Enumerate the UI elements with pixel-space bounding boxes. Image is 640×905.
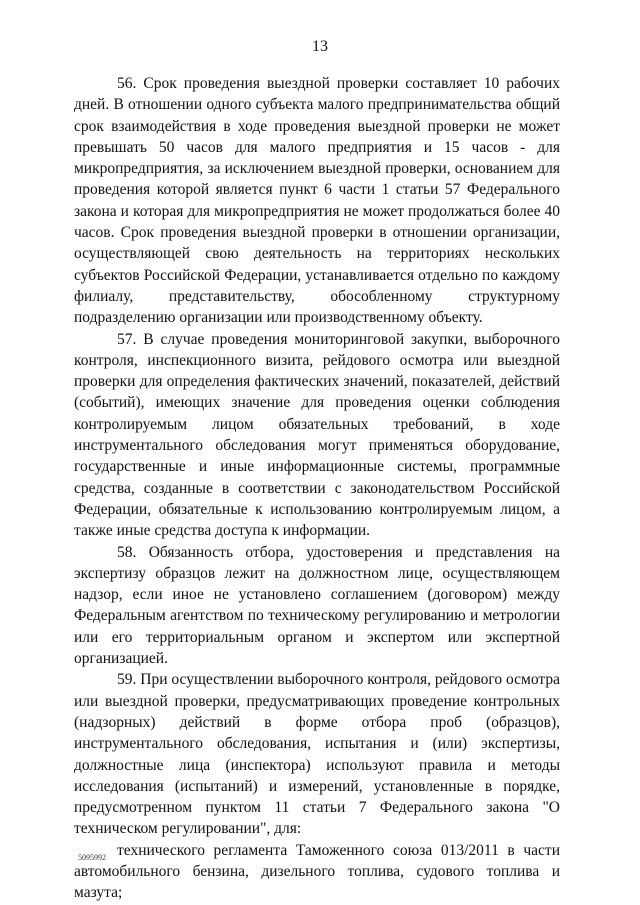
paragraph-59-item: технического регламента Таможенного союза 013/2011 в части автомобильного бензина, дизельного топлива, судового топлива и мазута; [74,841,560,902]
paragraph-58: 58. Обязанность отбора, удостоверения и представления на экспертизу образцов лежит на должностном лице, осуществляющем надзор, если иное не установлено соглашением (договором) между Федеральным агентством по техническому регулированию и метрологии или его территориальным органом и экспертом или экспертной организацией. [74,543,560,668]
document-code: 5095992 [78,853,106,862]
paragraph-59: 59. При осуществлении выборочного контроля, рейдового осмотра или выездной проверки, предусматривающих проведение контрольных (надзорных) действий в форме отбора проб (образцов), инструментального обследования, испытания и (или) экспертизы, должностные лица (инспектора) используют правила и методы исследования (испытаний) и измерений, установленные в порядке, предусмотренном пунктом 11 статьи 7 Федерального закона "О техническом регулировании", для: [74,671,560,838]
document-body [74,73,560,904]
paragraph-56: 56. Срок проведения выездной проверки составляет 10 рабочих дней. В отношении одного субъекта малого предпринимательства общий срок взаимодействия в ходе проведения выездной проверки не может превышать 50 часов для малого предприятия и 15 часов - для микропредприятия, за исключением выездной проверки, основанием для проведения которой является пункт 6 части 1 статьи 57 Федерального закона и которая для микропредприятия не может продолжаться более 40 часов. Срок проведения выездной проверки в отношении организации, осуществляющей свою деятельность на территориях нескольких субъектов Российской Федерации, устанавливается отдельно по каждому филиалу, представительству, обособленному структурному подразделению организации или производственному объекту. [74,75,560,327]
page-number: 13 [312,38,328,55]
paragraph-57: 57. В случае проведения мониторинговой закупки, выборочного контроля, инспекционного визита, рейдового осмотра или выездной проверки для определения фактических значений, показателей, действий (событий), имеющих значение для проведения оценки соблюдения контролируемым лицом обязательных требований, в ходе инструментального обследования могут применяться оборудование, государственные и иные информационные системы, программные средства, созданные в соответствии с законодательством Российской Федерации, обязательные к использованию контролируемым лицом, а также иные средства доступа к информации. [74,330,560,540]
